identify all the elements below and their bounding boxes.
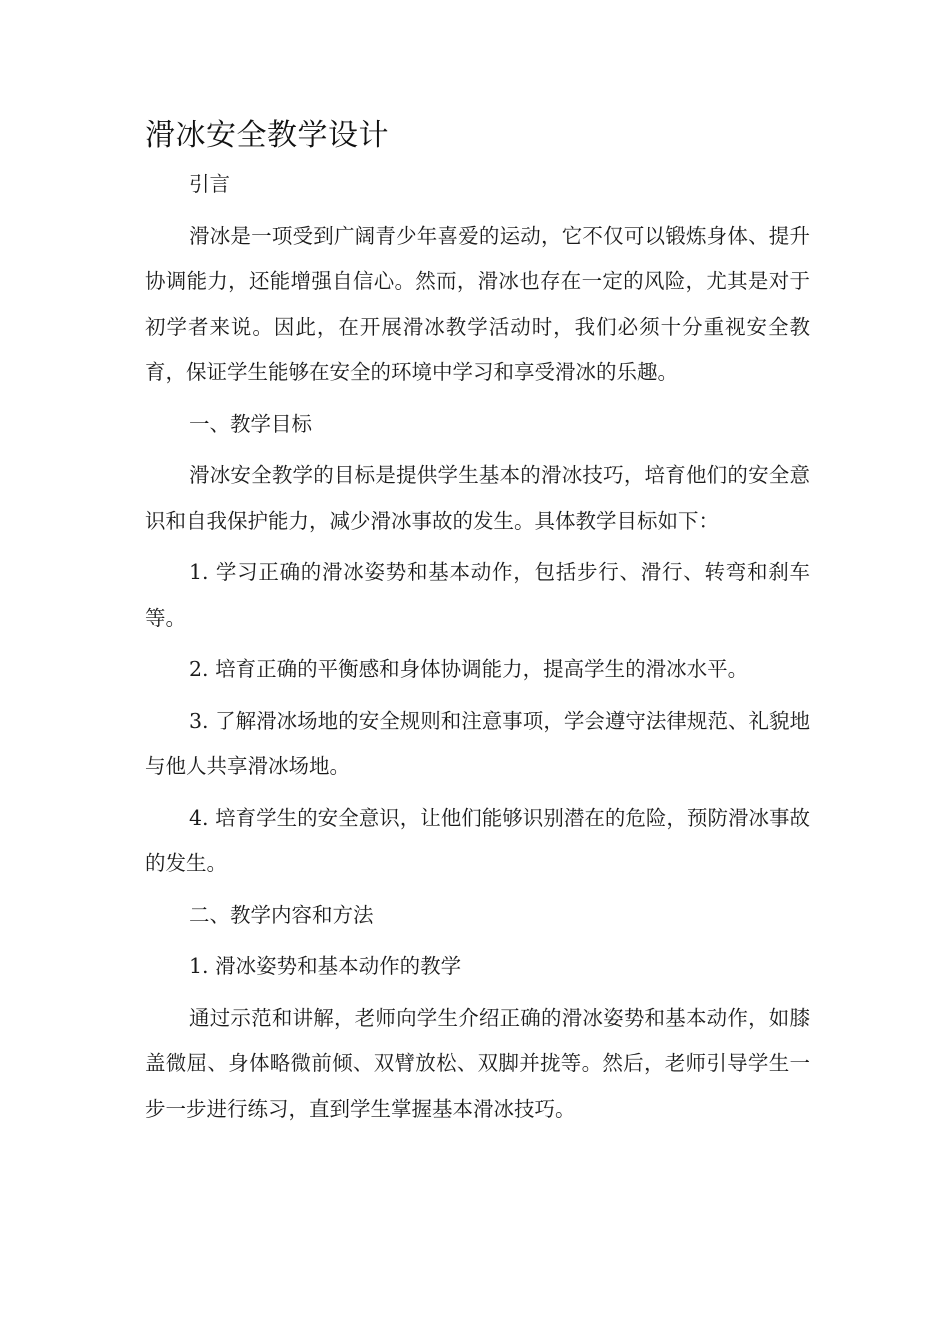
goal-item-1: 1. 学习正确的滑冰姿势和基本动作，包括步行、滑行、转弯和刹车等。: [145, 560, 810, 630]
section1-intro-paragraph: 滑冰安全教学的目标是提供学生基本的滑冰技巧，培育他们的安全意识和自我保护能力，减少滑冰事故的发生。具体教学目标如下：: [145, 463, 810, 533]
goal-item-2: 2. 培育正确的平衡感和身体协调能力，提高学生的滑冰水平。: [189, 657, 749, 681]
section2-heading: 二、教学内容和方法: [189, 902, 374, 927]
document-title: 滑冰安全教学设计: [145, 118, 389, 153]
document-body: [145, 110, 810, 1132]
intro-paragraph: 滑冰是一项受到广阔青少年喜爱的运动，它不仅可以锻炼身体、提升协调能力，还能增强自信心。然而，滑冰也存在一定的风险，尤其是对于初学者来说。因此，在开展滑冰教学活动时，我们必须十分重视安全教育，保证学生能够在安全的环境中学习和享受滑冰的乐趣。: [145, 223, 810, 384]
section2-sub1-paragraph: 通过示范和讲解，老师向学生介绍正确的滑冰姿势和基本动作，如膝盖微屈、身体略微前倾、双臂放松、双脚并拢等。然后，老师引导学生一步一步进行练习，直到学生掌握基本滑冰技巧。: [145, 1005, 810, 1121]
goal-item-4: 4. 培育学生的安全意识，让他们能够识别潜在的危险，预防滑冰事故的发生。: [145, 805, 810, 875]
section2-subheading-1: 1. 滑冰姿势和基本动作的教学: [189, 954, 462, 978]
section1-heading: 一、教学目标: [189, 411, 312, 436]
goal-item-3: 3. 了解滑冰场地的安全规则和注意事项，学会遵守法律规范、礼貌地与他人共享滑冰场地。: [145, 708, 810, 778]
intro-heading: 引言: [189, 172, 230, 196]
